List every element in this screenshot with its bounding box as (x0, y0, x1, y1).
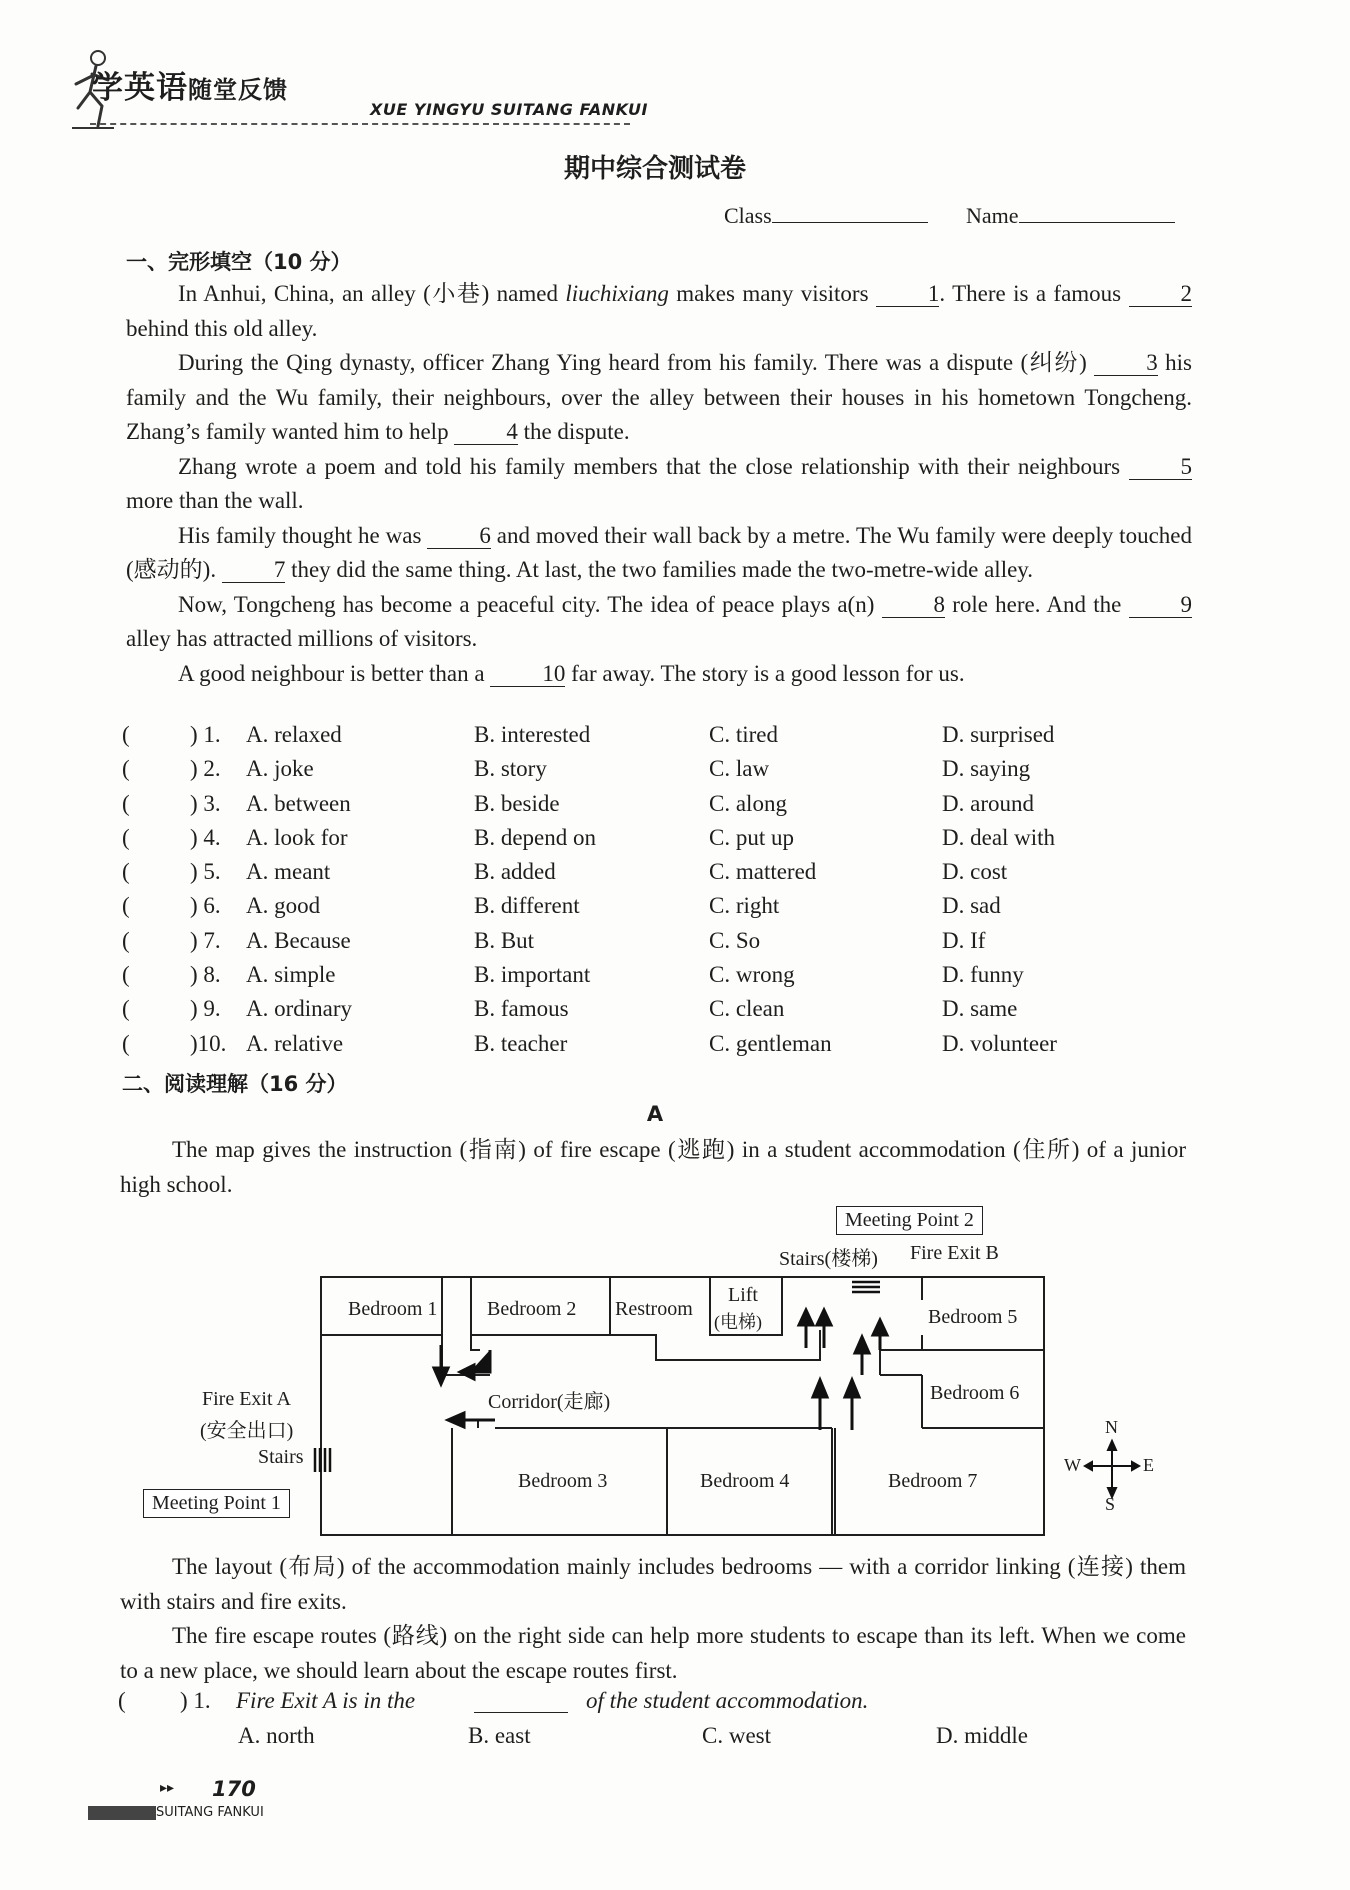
name-label: Name (966, 203, 1019, 228)
option-d[interactable]: D. deal with (942, 824, 1056, 850)
blank-4[interactable]: 4 (454, 420, 518, 445)
option-c[interactable]: C. clean (709, 996, 785, 1022)
blank-9[interactable]: 9 (1129, 593, 1193, 618)
option-b[interactable]: B. important (474, 962, 591, 988)
bedroom2-label: Bedroom 2 (487, 1298, 577, 1320)
bedroom1-walls (321, 1277, 490, 1375)
routes-paragraph: The fire escape routes (路线) on the right side can help more students to escape than its left. When we come to a new place, we should learn about the escape routes first. (120, 1623, 1186, 1683)
option-c[interactable]: C. mattered (709, 859, 817, 885)
compass-n: N (1105, 1417, 1118, 1437)
reading-body (120, 1550, 1186, 1688)
bedroom3-label: Bedroom 3 (518, 1470, 608, 1492)
option-d[interactable]: D. funny (942, 962, 1024, 988)
option-b[interactable]: B. famous (474, 996, 569, 1022)
stairs-top-icon (852, 1282, 880, 1292)
page-title: 期中综合测试卷 (563, 154, 746, 184)
option-a[interactable]: A. relaxed (246, 722, 342, 747)
bedroom5-label: Bedroom 5 (928, 1306, 1018, 1328)
option-b[interactable]: B. But (474, 927, 535, 953)
blank-1[interactable]: 1 (876, 282, 940, 307)
arrow-icon (873, 1320, 887, 1335)
option-b[interactable]: B. beside (474, 790, 560, 816)
bedroom4-label: Bedroom 4 (700, 1470, 790, 1492)
arrow-icon (855, 1337, 869, 1353)
option-a[interactable]: A. north (238, 1723, 315, 1748)
compass-e: E (1143, 1455, 1154, 1475)
option-d[interactable]: D. middle (936, 1723, 1028, 1748)
option-d[interactable]: D. volunteer (942, 1030, 1057, 1056)
cloze-paragraph: Now, Tongcheng has become a peaceful city. The idea of peace plays a(n) 8 role here. And the 9 alley has attracted millions of visitors. (126, 591, 1192, 651)
option-a[interactable]: A. between (246, 790, 351, 816)
option-a[interactable]: A. Because (246, 927, 351, 953)
corridor-label: Corridor(走廊) (488, 1391, 611, 1413)
bedroom6-label: Bedroom 6 (930, 1382, 1020, 1404)
meeting-point-1-label: Meeting Point 1 (143, 1489, 290, 1518)
blank-2[interactable]: 2 (1129, 282, 1193, 307)
arrow-icon (817, 1310, 831, 1325)
fire-exit-a-cn-label: (安全出口) (200, 1420, 294, 1442)
page-arrow-icon: ▸▸ (160, 1780, 175, 1796)
bedroom7-label: Bedroom 7 (888, 1470, 978, 1492)
option-c[interactable]: C. west (702, 1723, 771, 1748)
option-d[interactable]: D. around (942, 790, 1034, 816)
brand-roman: XUE YINGYU SUITANG FANKUI (370, 100, 648, 119)
option-a[interactable]: A. relative (246, 1030, 344, 1056)
passage-a-label: A (646, 1102, 664, 1126)
arrow-icon (799, 1310, 813, 1325)
bedroom6-walls (880, 1375, 922, 1428)
blank-8[interactable]: 8 (882, 593, 946, 618)
brand-cn-small: 随堂反馈 (188, 76, 288, 104)
lift-label: Lift (728, 1284, 758, 1306)
footer-brand (88, 1805, 264, 1820)
section1-heading: 一、完形填空（10 分） (126, 250, 352, 274)
cloze-paragraph: A good neighbour is better than a 10 far away. The story is a good lesson for us. (178, 660, 965, 686)
bedroom1-label: Bedroom 1 (348, 1298, 438, 1320)
intro-paragraph: The map gives the instruction (指南) of fire escape (逃跑) in a student accommodation (住所) of a junior high school. (120, 1137, 1186, 1197)
option-d[interactable]: D. surprised (942, 722, 1055, 747)
blank-10[interactable]: 10 (490, 662, 565, 687)
lift-cn-label: (电梯) (714, 1312, 762, 1332)
option-b[interactable]: B. teacher (474, 1030, 568, 1056)
blank-6[interactable]: 6 (427, 524, 491, 549)
arrow-icon (813, 1380, 827, 1397)
class-label: Class (724, 203, 772, 228)
page-number: 170 (212, 1777, 256, 1801)
option-d[interactable]: D. sad (942, 893, 1001, 919)
option-c[interactable]: C. gentleman (709, 1030, 832, 1056)
footer-brand-text: SUITANG FANKUI (156, 1805, 264, 1820)
option-b[interactable]: B. interested (474, 722, 591, 747)
cloze-paragraph: During the Qing dynasty, officer Zhang Ying heard from his family. There was a dispute (纠纷) 3 his family and the Wu family, their neighbours, over the alley between their houses in his hometown Tongcheng. Zhang’s family wanted him to help 4 the dispute. (126, 350, 1192, 444)
option-b[interactable]: B. east (468, 1723, 531, 1748)
fire-exit-a-label: Fire Exit A (202, 1388, 291, 1410)
option-b[interactable]: B. story (474, 756, 547, 782)
option-a[interactable]: A. look for (246, 824, 348, 850)
blank-3[interactable]: 3 (1094, 351, 1158, 376)
compass-s: S (1105, 1494, 1116, 1514)
option-c[interactable]: C. law (709, 756, 770, 782)
fire-exit-b-label: Fire Exit B (910, 1242, 999, 1264)
option-c[interactable]: C. wrong (709, 962, 795, 988)
arrow-icon (448, 1413, 464, 1427)
cloze-paragraph: His family thought he was 6 and moved their wall back by a metre. The Wu family were deeply touched (感动的). 7 they did the same thing. At last, the two families made the two-metre-wide alley. (126, 522, 1192, 582)
arrow-icon (434, 1368, 448, 1384)
option-a[interactable]: A. ordinary (246, 996, 353, 1022)
option-c[interactable]: C. So (709, 927, 761, 953)
arrow-icon (460, 1365, 474, 1379)
option-b[interactable]: B. added (474, 859, 556, 885)
cloze-paragraph: Zhang wrote a poem and told his family members that the close relationship with their neighbours 5 more than the wall. (126, 453, 1192, 513)
layout-paragraph: The layout (布局) of the accommodation mainly includes bedrooms — with a corridor linking (连接) them with stairs and fire exits. (120, 1554, 1186, 1614)
option-d[interactable]: D. saying (942, 756, 1031, 782)
option-a[interactable]: A. meant (246, 859, 331, 885)
option-a[interactable]: A. joke (246, 756, 314, 782)
compass-w: W (1064, 1455, 1081, 1475)
blank-5[interactable]: 5 (1129, 455, 1193, 480)
option-c[interactable]: C. along (709, 790, 787, 816)
option-c[interactable]: C. tired (709, 722, 778, 747)
stairs-left-label: Stairs (258, 1446, 304, 1468)
stairs-left-icon (315, 1448, 330, 1472)
option-b[interactable]: B. depend on (474, 824, 597, 850)
answer-blank[interactable] (474, 1710, 568, 1713)
cloze-paragraph: In Anhui, China, an alley (小巷) named liuchixiang makes many visitors 1. There is a famous 2 behind this old alley. (126, 281, 1192, 341)
blank-7[interactable]: 7 (222, 558, 286, 583)
option-a[interactable]: A. simple (246, 962, 336, 988)
option-d[interactable]: D. same (942, 996, 1018, 1022)
option-b[interactable]: B. different (474, 893, 580, 919)
option-c[interactable]: C. put up (709, 824, 794, 850)
section2-heading: 二、阅读理解（16 分） (122, 1072, 348, 1096)
option-a[interactable]: A. good (246, 893, 321, 919)
option-d[interactable]: D. If (942, 927, 986, 953)
restroom-label: Restroom (615, 1298, 693, 1320)
arrow-icon (845, 1380, 859, 1397)
option-d[interactable]: D. cost (942, 859, 1008, 885)
meeting-point-2-label: Meeting Point 2 (836, 1206, 983, 1235)
option-c[interactable]: C. right (709, 893, 780, 919)
stairs-top-label: Stairs(楼梯) (779, 1248, 878, 1270)
brand-cn: 学英语 (92, 70, 188, 106)
compass-icon (1085, 1441, 1139, 1497)
